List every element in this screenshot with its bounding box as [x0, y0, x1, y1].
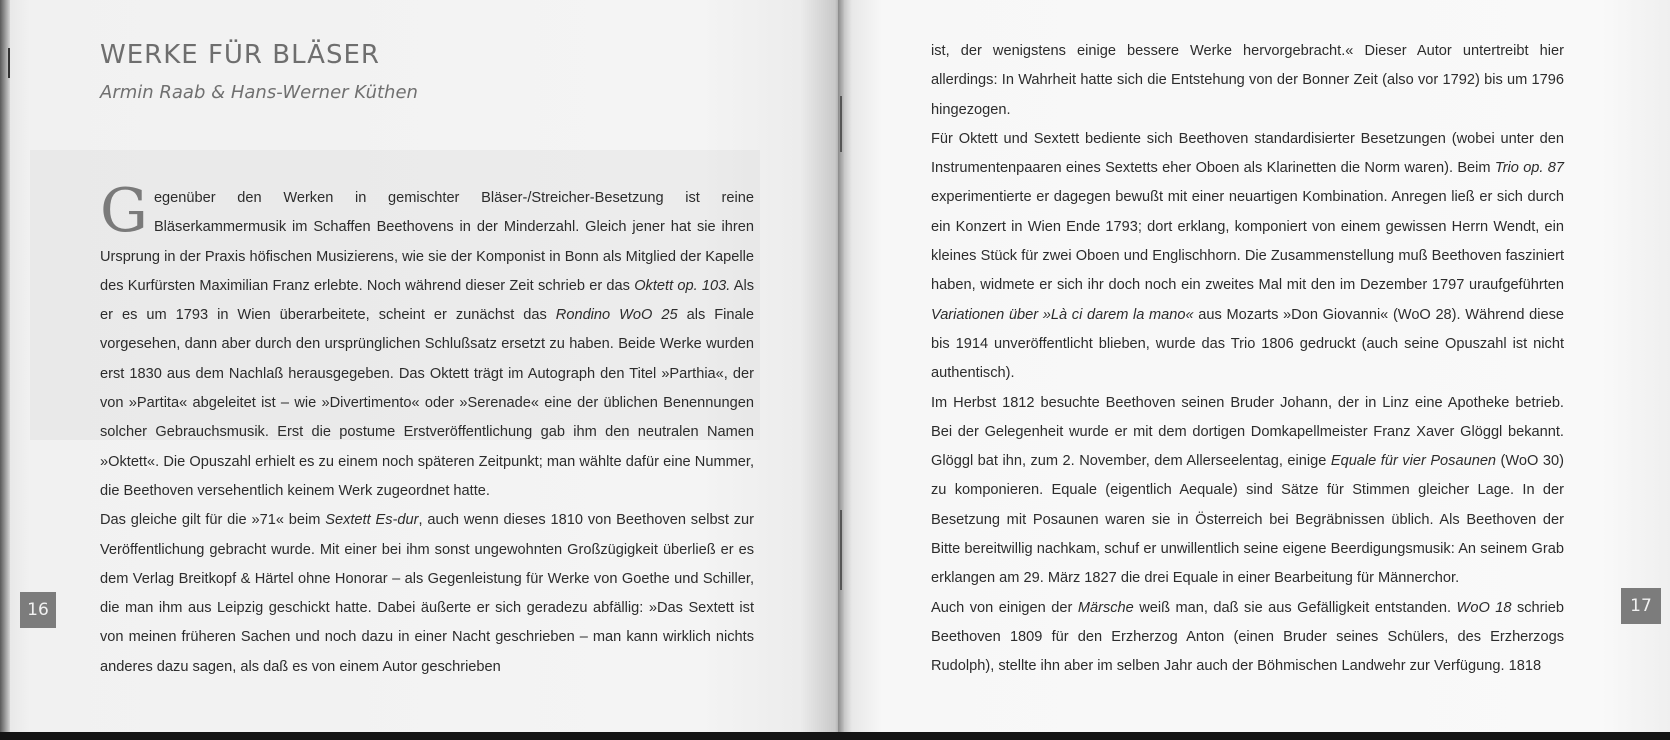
- scan-border: [0, 732, 1670, 740]
- work-title: Variationen über »Là ci darem la mano«: [931, 306, 1194, 323]
- text-run: Das gleiche gilt für die »71« beim: [100, 512, 326, 529]
- page-number-badge: 16: [20, 592, 56, 628]
- paragraph: [931, 125, 1564, 389]
- right-page: [842, 0, 1670, 732]
- text-run: (WoO 30) zu komponieren. Equale (eigentlich Aequale) sind Sätze für Stimmen gleicher Lage. In der Besetzung mit Posaunen waren sie in Österreich bei Begräbnissen üblich. Als Beethoven der Bitte bereitwillig nachkam, schuf er unwillentlich seine eigene Beerdigungsmusik: An seinem Grab erklangen am 29. März 1827 die drei Equale in einer Bearbeitung für Männerchor.: [931, 453, 1564, 587]
- page-edge-mark: [8, 48, 10, 78]
- page-title: WERKE FÜR BLÄSER: [100, 40, 380, 70]
- work-title: Oktett op. 103.: [634, 277, 731, 294]
- text-run: schrieb Beethoven 1809 für den Erzherzog Anton (einen Bruder seines Schülers, des Erzherzogs Rudolph), stellte ihn aber im selben Jahr auch der Böhmischen Landwehr zur Verfügung. 1818: [931, 599, 1565, 675]
- work-title: Rondino WoO 25: [555, 307, 678, 324]
- text-run: aus Mozarts »Don Giovanni« (WoO 28). Während diese bis 1914 unveröffentlicht blieben, wurde das Trio 1806 gedruckt (auch seine Opuszahl ist nicht authentisch).: [931, 306, 1564, 382]
- authors-byline: Armin Raab & Hans-Werner Küthen: [100, 82, 418, 103]
- right-body-text: [931, 37, 1564, 682]
- left-body-text: [100, 176, 755, 682]
- text-run: Im Herbst 1812 besuchte Beethoven seinen Bruder Johann, der in Linz eine Apotheke betrieb. Bei der Gelegenheit wurde er mit dem dortigen Domkapellmeister Franz Xaver Glöggl bekannt. Glöggl bat ihn, zum 2. November, dem Allerseelentag, einige: [931, 394, 1564, 470]
- text-run: Für Oktett und Sextett bediente sich Beethoven standardisierter Besetzungen (wobei unter den Instrumentenpaaren eines Sextetts eher Oboen als Klarinetten die Norm waren). Beim: [931, 130, 1564, 177]
- work-title: Equale für vier Posaunen: [1330, 453, 1497, 470]
- text-run: experimentierte er dagegen bewußt mit einer neuartigen Kombination. Anregen ließ er sich durch ein Konzert in Wien Ende 1793; dort erklang, komponiert von einem gewissen Herrn Wendt, ein kleines Stück für zwei Oboen und Englischhorn. Die Zusammenstellung muß Beethoven fasziniert haben, widmete er sich ihr doch noch ein zweites Mal mit den im Dezember 1797 uraufgeführten: [931, 189, 1564, 294]
- paragraph: [931, 389, 1564, 594]
- drop-cap: G: [100, 176, 148, 246]
- staple: [840, 510, 842, 590]
- text-run: Als er es um 1793 in Wien überarbeitete, scheint er zunächst das: [100, 277, 754, 324]
- page-number-badge: 17: [1621, 588, 1661, 624]
- paragraph: [931, 594, 1564, 682]
- page-edge: [0, 0, 10, 732]
- text-run: , auch wenn dieses 1810 von Beethoven selbst zur Veröffentlichung gebracht wurde. Mit einer bei ihm sonst ungewohnten Großzügigkeit überließ er es dem Verlag Breitkopf & Härtel ohne Honorar – als Gegenleistung für Werke von Goethe und Schiller, die man ihm aus Leipzig geschickt hatte. Dabei äußerte er sich geradezu abfällig: »Das Sextett ist von meinen früheren Sachen und noch dazu in einer Nacht geschrieben – man kann wirklich nichts anderes dazu sagen, als daß es von einem Autor geschrieben: [100, 512, 755, 675]
- left-page: [0, 0, 842, 732]
- text-run: ist, der wenigstens einige bessere Werke hervorgebracht.« Dieser Autor untertreibt hier allerdings: In Wahrheit hatte sich die Entstehung von der Bonner Zeit (also vor 1792) bis um 1796 hingezogen.: [931, 43, 1564, 118]
- paragraph: [100, 506, 754, 682]
- staple: [840, 96, 842, 152]
- paragraph: [931, 37, 1564, 125]
- text-run: als Finale vorgesehen, dann aber durch den ursprünglichen Schlußsatz ersetzt zu haben. Beide Werke wurden erst 1830 aus dem Nachlaß herausgegeben. Das Oktett trägt im Autograph den Titel »Parthia«, der von »Partita« abgeleitet ist – wie »Divertimento« oder »Serenade« eine der üblichen Benennungen solcher Gebrauchsmusik. Erst die postume Erstveröffentlichung gab ihm den neutralen Namen »Oktett«. Die Opuszahl erhielt es zu einem noch späteren Zeitpunkt; man wählte dafür eine Nummer, die Beethoven versehentlich keinem Werk zugeordnet hatte.: [100, 307, 754, 499]
- work-title: Trio op. 87: [1494, 160, 1564, 177]
- text-run: Auch von einigen der: [931, 599, 1078, 616]
- text-run: egenüber den Werken in gemischter Bläser-/Streicher-Besetzung ist reine Bläserkammermusik im Schaffen Beethovens in der Minderzahl. Gleich jener hat sie ihren Ursprung in der Praxis höfischen Musizierens, wie sie der Komponist in Bonn als Mitglied der Kapelle des Kurfürsten Maximilian Franz erlebte. Noch während dieser Zeit schrieb er das: [100, 190, 754, 294]
- work-title: Märsche: [1077, 599, 1134, 616]
- work-title: WoO 18: [1456, 599, 1512, 616]
- text-run: weiß man, daß sie aus Gefälligkeit entstanden.: [1133, 599, 1457, 616]
- paragraph: [100, 176, 754, 506]
- work-title: Sextett Es-dur: [325, 512, 419, 529]
